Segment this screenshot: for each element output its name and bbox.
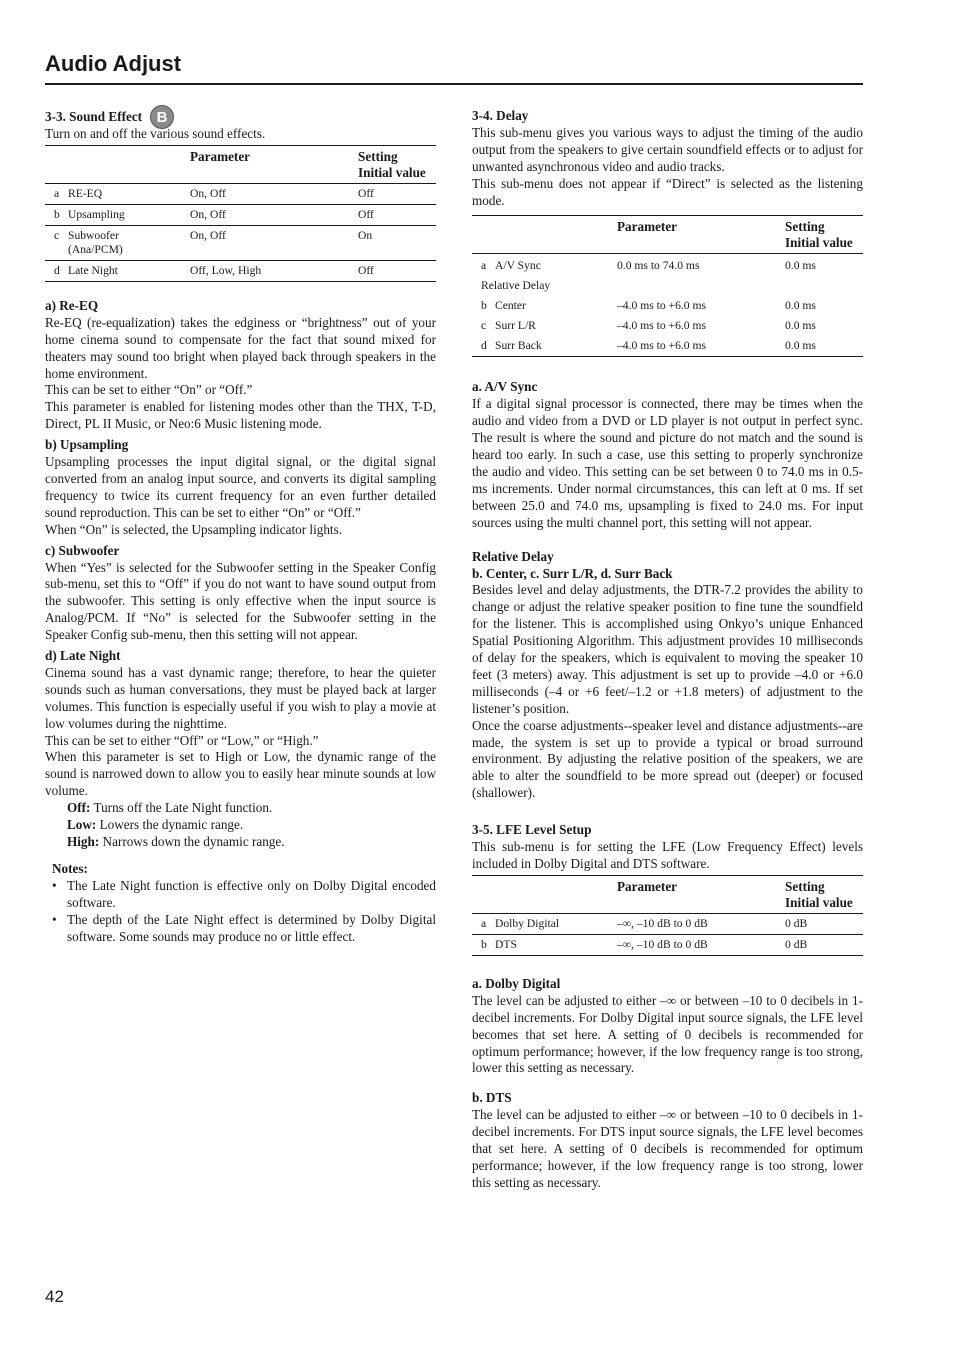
note-item: • The depth of the Late Night effect is determined by Dolby Digital software. Some sounds may produce no or little effect. <box>45 912 436 946</box>
row-name: Subwoofer <box>68 228 119 242</box>
av-sync-heading: a. A/V Sync <box>472 379 538 395</box>
row-initial: 0 dB <box>785 916 808 930</box>
row-initial: Off <box>358 263 374 277</box>
relative-delay-text-2: Once the coarse adjustments--speaker level and distance adjustments--are made, the system is set up to provide a typical or broad surround environment. By adjusting the relative position of the speakers, we are able to alter the soundfield to be more spread out (deeper) or focused (shallower). <box>472 717 863 801</box>
table-row <box>472 913 863 934</box>
row-initial: Off <box>358 186 374 200</box>
table-row <box>45 183 436 204</box>
row-name: Surr Back <box>495 339 542 353</box>
delay-text-1: This sub-menu gives you various ways to adjust the timing of the audio output from the speakers to give certain soundfield effects or to adjust for unwanted asynchronous video and audio tracks. <box>472 124 863 174</box>
delay-text-2: This sub-menu does not appear if “Direct” is selected as the listening mode. <box>472 175 863 208</box>
table-header-row <box>472 875 863 913</box>
remote-b-icon: B <box>150 105 174 129</box>
reeq-heading: a) Re-EQ <box>45 297 99 313</box>
row-setting: On, Off <box>190 186 226 200</box>
delay-table <box>472 215 863 357</box>
table-row <box>45 260 436 281</box>
option-text: Turns off the Late Night function. <box>90 800 273 816</box>
table-header-row <box>45 145 436 183</box>
upsampling-heading: b) Upsampling <box>45 437 129 453</box>
row-id: a <box>481 916 487 930</box>
col-header-parameter: Parameter <box>617 219 678 235</box>
row-setting: –4.0 ms to +6.0 ms <box>617 339 706 353</box>
option-label: Off: <box>67 800 91 816</box>
table-header-row <box>472 216 863 254</box>
row-setting: On, Off <box>190 228 226 242</box>
row-name: Center <box>495 299 526 313</box>
lfe-title: 3-5. LFE Level Setup <box>472 822 592 838</box>
table-row <box>45 204 436 225</box>
lfe-intro: This sub-menu is for setting the LFE (Low Frequency Effect) levels included in Dolby Digital and DTS software. <box>472 839 863 871</box>
group-label: Relative Delay <box>481 279 551 293</box>
row-initial: On <box>358 228 373 242</box>
late-night-text-3: When this parameter is set to High or Low, the dynamic range of the sound is narrowed down to allow you to easily hear minute sounds at low volume. <box>45 749 436 799</box>
row-id: b <box>481 299 487 313</box>
late-night-option-high <box>45 834 436 851</box>
reeq-text-3: This parameter is enabled for listening modes other than the THX, T-D, Direct, PL II Music, or Neo:6 Music listening mode. <box>45 399 436 432</box>
row-initial: 0.0 ms <box>785 259 816 273</box>
row-name-sub: (Ana/PCM) <box>68 242 123 256</box>
option-text: Lowers the dynamic range. <box>96 817 244 833</box>
row-name: A/V Sync <box>495 259 541 273</box>
late-night-heading: d) Late Night <box>45 648 121 664</box>
table-row <box>472 296 863 316</box>
note-item: • The Late Night function is effective only on Dolby Digital encoded software. <box>45 878 436 912</box>
col-header-initial-label: Initial value <box>358 164 426 180</box>
row-initial: 0.0 ms <box>785 299 816 313</box>
dts-heading: b. DTS <box>472 1090 512 1106</box>
notes-heading: Notes: <box>52 860 88 876</box>
table-row <box>45 225 436 260</box>
sound-effect-table <box>45 145 436 282</box>
table-group-row <box>472 276 863 296</box>
upsampling-text-2: When “On” is selected, the Upsampling indicator lights. <box>45 521 343 537</box>
col-header-setting-label: Setting <box>785 219 825 235</box>
row-setting: –4.0 ms to +6.0 ms <box>617 319 706 333</box>
row-initial: 0.0 ms <box>785 339 816 353</box>
row-name: Surr L/R <box>495 319 536 333</box>
row-name: Dolby Digital <box>495 916 560 930</box>
upsampling-text-1: Upsampling processes the input digital signal, or the digital signal converted from an analog input source, and converts its digital sampling frequency to twice its current frequency for an even further detailed sound reproduction. This can be set to either “On” or “Off.” <box>45 454 436 520</box>
row-name: DTS <box>495 937 517 951</box>
relative-delay-heading: Relative Delay <box>472 548 554 564</box>
relative-delay-subheading: b. Center, c. Surr L/R, d. Surr Back <box>472 565 673 581</box>
page-number: 42 <box>45 1287 64 1306</box>
table-row <box>472 934 863 955</box>
row-setting: 0.0 ms to 74.0 ms <box>617 259 700 273</box>
late-night-option-off <box>45 800 436 817</box>
col-header-initial-label: Initial value <box>785 894 853 910</box>
row-name: Late Night <box>68 263 118 277</box>
table-row <box>472 336 863 357</box>
delay-title: 3-4. Delay <box>472 108 529 123</box>
row-id: b <box>54 207 60 221</box>
sound-effect-section-title <box>45 108 436 126</box>
col-header-parameter: Parameter <box>617 878 678 894</box>
subwoofer-text-1: When “Yes” is selected for the Subwoofer setting in the Speaker Config sub-menu, set this to “Off” if you do not want to have sound output from the subwoofer. This setting is only effective when the input source is Analog/PCM. If “No” is selected for the Subwoofer setting in the Speaker Config sub-menu, then this setting will not appear. <box>45 559 436 643</box>
left-column <box>45 108 436 945</box>
col-header-setting <box>785 875 863 913</box>
row-id: a <box>481 259 487 273</box>
late-night-text-1: Cinema sound has a vast dynamic range; therefore, to hear the quieter sounds such as human conversations, they must be played back at larger volumes. This function is especially useful if you wish to play a movie at low volumes during the nighttime. <box>45 664 436 731</box>
late-night-option-low <box>45 817 436 834</box>
reeq-text-1: Re-EQ (re-equalization) takes the edginess or “brightness” out of your home cinema sound to compensate for the fact that sound mixed for theaters may sound too bright when played back through speakers in the home environment. <box>45 314 436 381</box>
row-initial: 0.0 ms <box>785 319 816 333</box>
col-header-setting <box>358 145 436 183</box>
row-setting: Off, Low, High <box>190 263 262 277</box>
sound-effect-intro: Turn on and off the various sound effects. <box>45 126 266 141</box>
row-setting: –∞, –10 dB to 0 dB <box>617 916 708 930</box>
relative-delay-text-1: Besides level and delay adjustments, the DTR-7.2 provides the ability to change or adjust the relative speaker position to fine tune the soundfield for the listener. This is accomplished using Onkyo’s unique Enhanced Spatial Positioning Algorithm. This adjustment provides 10 milliseconds of delay for the speakers, which is equivalent to moving the speaker 10 feet (3 meters) away. This adjustment is set up to provide –4.0 or +6.0 milliseconds (–4 or +6 feet/–1.2 or +1.8 meters) of adjustment to the listener’s position. <box>472 582 863 716</box>
row-initial: 0 dB <box>785 937 808 951</box>
table-row <box>472 316 863 336</box>
row-setting: –∞, –10 dB to 0 dB <box>617 937 708 951</box>
page-header <box>45 50 863 85</box>
reeq-text-2: This can be set to either “On” or “Off.” <box>45 382 253 398</box>
dts-text: The level can be adjusted to either –∞ or between –10 to 0 decibels in 1-decibel increments. For DTS input source signals, the LFE level becomes that set here. A setting of 0 decibels is recommended for optimum performance; however, if the low frequency range is too strong, lower this setting as necessary. <box>472 1107 863 1190</box>
row-name: Upsampling <box>68 207 125 221</box>
dolby-digital-heading: a. Dolby Digital <box>472 975 561 991</box>
option-text: Narrows down the dynamic range. <box>99 834 285 849</box>
col-header-setting-label: Setting <box>785 878 825 894</box>
col-header-setting <box>785 216 863 254</box>
dolby-digital-text: The level can be adjusted to either –∞ or between –10 to 0 decibels in 1-decibel increments. For Dolby Digital input source signals, the LFE level becomes that set here. A setting of 0 decibels is recommended for optimum performance; however, if the low frequency range is too strong, lower this setting as necessary. <box>472 992 863 1076</box>
subwoofer-heading: c) Subwoofer <box>45 542 120 558</box>
page-title: Audio Adjust <box>45 50 863 85</box>
row-id: c <box>481 319 487 333</box>
table-row <box>472 254 863 277</box>
row-id: b <box>481 937 487 951</box>
right-column <box>472 108 863 1192</box>
notes-list <box>45 878 436 946</box>
row-setting: On, Off <box>190 207 226 221</box>
col-header-initial-label: Initial value <box>785 235 853 251</box>
lfe-table <box>472 875 863 956</box>
av-sync-text: If a digital signal processor is connected, there may be times when the audio and video from a DVD or LD player is not output in perfect sync. The result is where the sound and picture do not match and the sound is heard too early. In such a case, use this setting to properly synchronize the audio and video. This setting can be set between 0 to 74.0 ms in 0.5-ms increments. Under normal circumstances, this can left at 0 ms. If set between 25.0 and 74.0 ms, upsampling is fixed to 24.0 ms. For input sources using the multi channel port, this setting will not appear. <box>472 396 863 530</box>
row-id: d <box>54 263 60 277</box>
option-label: High: <box>67 834 100 849</box>
option-label: Low: <box>67 817 97 833</box>
late-night-text-2: This can be set to either “Off” or “Low,” or “High.” <box>45 732 319 748</box>
row-id: d <box>481 339 487 353</box>
row-setting: –4.0 ms to +6.0 ms <box>617 299 706 313</box>
sound-effect-title: 3-3. Sound Effect <box>45 108 143 124</box>
row-id: a <box>54 186 60 200</box>
row-name: RE-EQ <box>68 186 103 200</box>
row-id: c <box>54 228 60 242</box>
col-header-parameter: Parameter <box>190 148 251 164</box>
row-initial: Off <box>358 207 374 221</box>
col-header-setting-label: Setting <box>358 148 398 164</box>
